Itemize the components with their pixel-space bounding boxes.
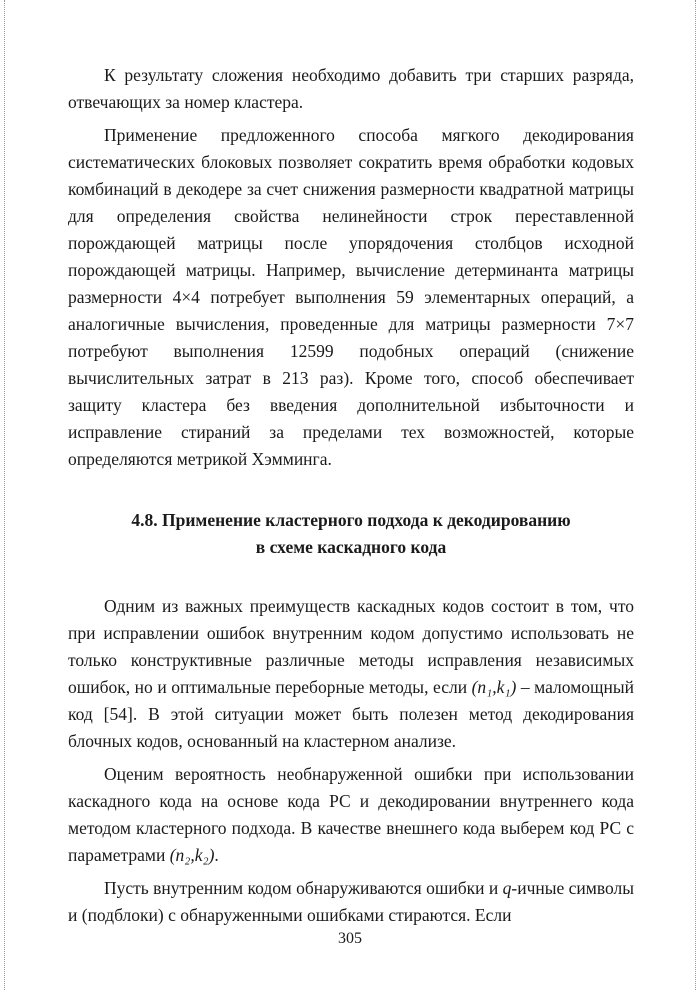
- left-page-edge: [4, 0, 5, 990]
- paragraph-4-text-a: Оценим вероятность необнаруженной ошибки при использовании каскадного кода на основе кода РС и декодировании внутреннего кода методом кластерного подхода. В качестве внешнего кода выберем код РС с параметрами: [68, 764, 634, 865]
- paragraph-3: [68, 593, 634, 755]
- section-title-line-2: в схеме каскадного кода: [255, 537, 447, 557]
- variable-q: q: [502, 878, 512, 898]
- page-number: 305: [338, 930, 362, 947]
- paragraph-1: К результату сложения необходимо добавить три старших разряда, отвечающих за номер кластера.: [68, 65, 634, 112]
- section-title-line-1: 4.8. Применение кластерного подхода к декодированию: [131, 510, 571, 530]
- paragraph-3-text-a: Одним из важных преимуществ каскадных кодов состоит в том, что при исправлении ошибок внутренним кодом допустимо использовать не только конструктивные различные методы исправления независимых ошибок, но и оптимальные переборные методы, если: [68, 596, 634, 697]
- page-body: [68, 62, 634, 935]
- paragraph-4-text-b: .: [214, 845, 219, 865]
- paragraph-5: [68, 875, 634, 929]
- formula-n2-k2: (n₂,k₂): [169, 845, 215, 865]
- right-page-edge: [695, 0, 696, 990]
- paragraph-3-text-b: – маломощный код [54]. В этой ситуации может быть полезен метод декодирования блочных кодов, основанный на кластерном анализе.: [68, 677, 634, 751]
- paragraph-5-text-a: Пусть внутренним кодом обнаруживаются ошибки и: [104, 878, 503, 898]
- section-heading: [68, 507, 634, 561]
- paragraph-4: [68, 761, 634, 869]
- paragraph-2: Применение предложенного способа мягкого декодирования систематических блоковых позволяет сократить время обработки кодовых комбинаций в декодере за счет снижения размерности квадратной матрицы для определения свойства нелинейности строк переставленной порождающей матрицы после упорядочения столбцов исходной порождающей матрицы. Например, вычисление детерминанта матрицы размерности 4×4 потребует выполнения 59 элементарных операций, а аналогичные вычисления, проведенные для матрицы размерности 7×7 потребуют выполнения 12599 подобных операций (снижение вычислительных затрат в 213 раз). Кроме того, способ обеспечивает защиту кластера без введения дополнительной избыточности и исправление стираний за пределами тех возможностей, которые определяются метрикой Хэмминга.: [68, 125, 634, 469]
- paragraph-5-text-b: -ичные символы и (подблоки) с обнаруженными ошибками стираются. Если: [68, 878, 635, 925]
- formula-n1-k1: (n₁,k₁): [471, 677, 517, 697]
